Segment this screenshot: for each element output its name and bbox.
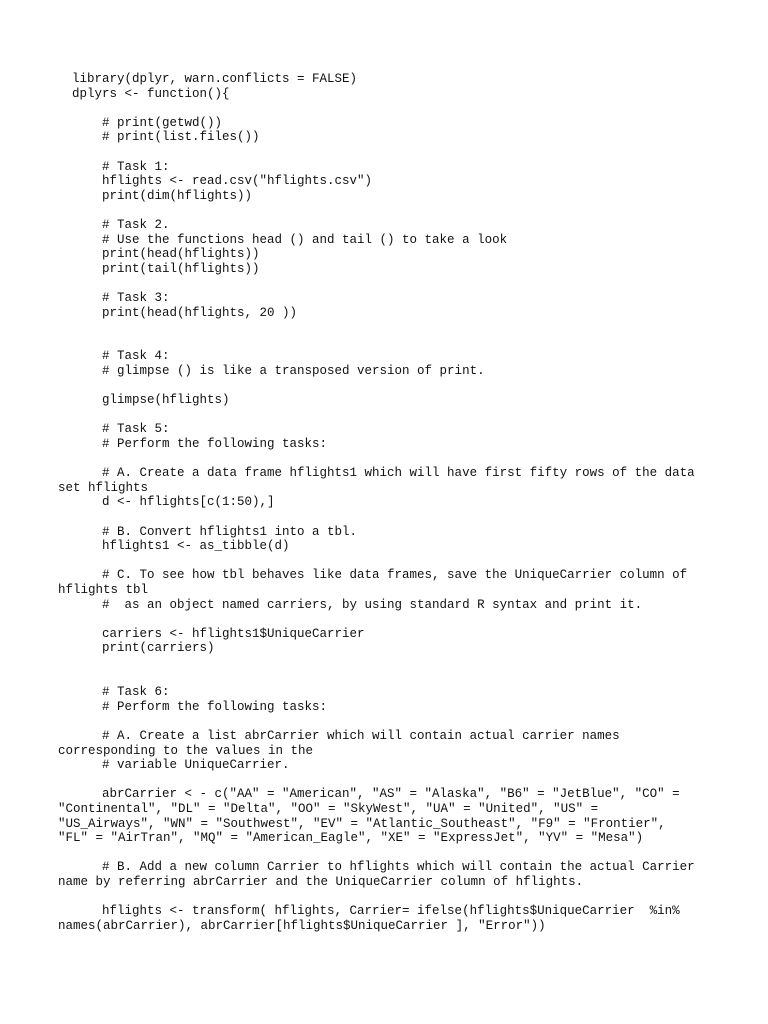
- code-line: print(dim(hflights)): [72, 188, 253, 203]
- code-line: carriers <- hflights1$UniqueCarrier: [72, 626, 365, 641]
- code-line: hflights1 <- as_tibble(d): [72, 539, 290, 554]
- code-line: hflights <- transform( hflights, Carrier= ifelse(hflights$UniqueCarrier %in%: [72, 904, 680, 919]
- code-line: print(head(hflights)): [72, 247, 260, 262]
- code-line: # Perform the following tasks:: [72, 437, 328, 451]
- code-line: library(dplyr, warn.conflicts = FALSE): [72, 72, 358, 86]
- code-line: # B. Convert hflights1 into a tbl.: [72, 524, 358, 539]
- code-line: # Task 2.: [72, 218, 170, 232]
- code-line: print(head(hflights, 20 )): [72, 305, 298, 320]
- code-line: "US_Airways", "WN" = "Southwest", "EV" = "Atlantic_Southeast", "F9" = "Frontier",: [58, 816, 666, 831]
- code-line: # Use the functions head () and tail () to take a look: [72, 232, 508, 247]
- code-line: # as an object named carriers, by using standard R syntax and print it.: [72, 597, 643, 612]
- code-line: d <- hflights[c(1:50),]: [72, 495, 275, 510]
- code-line: glimpse(hflights): [72, 393, 230, 408]
- code-line: print(tail(hflights)): [72, 261, 260, 276]
- code-line: # Task 4:: [72, 349, 170, 364]
- code-line: "FL" = "AirTran", "MQ" = "American_Eagle", "XE" = "ExpressJet", "YV" = "Mesa"): [58, 831, 644, 846]
- code-line: # Task 6:: [72, 685, 170, 700]
- code-line: # Perform the following tasks:: [72, 699, 328, 714]
- code-line: # Task 5:: [72, 422, 170, 437]
- code-line: # B. Add a new column Carrier to hflights which will contain the actual Carrier: [72, 860, 695, 875]
- code-line: # C. To see how tbl behaves like data frames, save the UniqueCarrier column of: [72, 568, 688, 583]
- code-line: name by referring abrCarrier and the UniqueCarrier column of hflights.: [58, 875, 584, 889]
- code-line: hflights tbl: [58, 583, 149, 597]
- code-line: dplyrs <- function(){: [72, 86, 230, 101]
- code-line: # A. Create a data frame hflights1 which will have first fifty rows of the data: [72, 466, 695, 481]
- code-line: names(abrCarrier), abrCarrier[hflights$UniqueCarrier ], "Error")): [58, 918, 546, 933]
- code-line: set hflights: [58, 480, 149, 495]
- code-line: # variable UniqueCarrier.: [72, 758, 290, 773]
- code-line: print(carriers): [72, 641, 215, 656]
- code-line: # print(list.files()): [72, 130, 260, 145]
- code-line: # Task 1:: [72, 159, 170, 174]
- code-line: hflights <- read.csv("hflights.csv"): [72, 174, 373, 189]
- code-line: # A. Create a list abrCarrier which will contain actual carrier names: [72, 729, 620, 743]
- code-line: "Continental", "DL" = "Delta", "OO" = "SkyWest", "UA" = "United", "US" =: [58, 802, 599, 816]
- code-line: corresponding to the values in the: [58, 743, 314, 758]
- code-line: # Task 3:: [72, 291, 170, 305]
- code-line: # print(getwd()): [72, 115, 223, 130]
- code-line: abrCarrier < - c("AA" = "American", "AS" = "Alaska", "B6" = "JetBlue", "CO" =: [72, 787, 680, 802]
- code-line: # glimpse () is like a transposed version of print.: [72, 364, 485, 378]
